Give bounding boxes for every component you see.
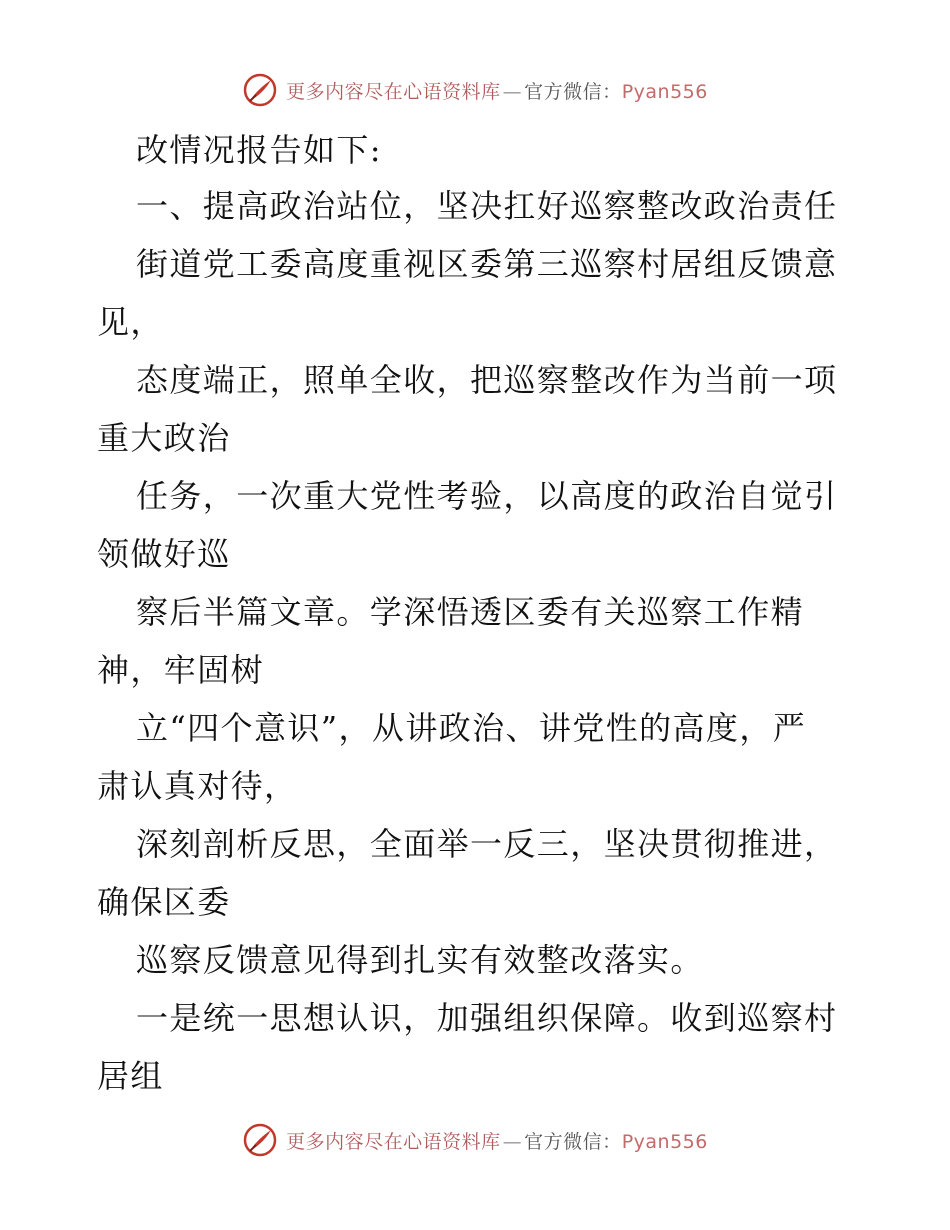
quill-pen-logo-icon — [242, 1122, 278, 1158]
body-line: 领做好巡 — [97, 535, 231, 573]
body-line: 改情况报告如下: — [136, 131, 382, 169]
body-line: 肃认真对待， — [97, 767, 298, 805]
header-separator: — — [502, 80, 523, 103]
section-heading: 一、提高政治站位，坚决扛好巡察整改政治责任 — [136, 187, 838, 225]
header-banner — [0, 68, 950, 112]
footer-promo — [286, 1127, 708, 1154]
body-line: 居组 — [97, 1057, 164, 1095]
quill-pen-logo-icon — [242, 72, 278, 108]
body-line: 察后半篇文章。学深悟透区委有关巡察工作精 — [136, 593, 805, 631]
body-line: 巡察反馈意见得到扎实有效整改落实。 — [136, 941, 704, 979]
body-line: 见， — [97, 303, 164, 341]
body-line: 立“四个意识”，从讲政治、讲党性的高度，严 — [136, 709, 807, 747]
footer-banner — [0, 1118, 950, 1162]
footer-promo-text: 更多内容尽在心语资料库 — [286, 1130, 501, 1153]
body-line: 态度端正，照单全收，把巡察整改作为当前一项 — [136, 361, 838, 399]
body-line: 任务，一次重大党性考验，以高度的政治自觉引 — [136, 477, 838, 515]
header-wechat-id: Pyan556 — [621, 80, 708, 103]
body-line: 一是统一思想认识，加强组织保障。收到巡察村 — [136, 999, 838, 1037]
header-promo — [286, 77, 708, 104]
footer-wechat-label: 官方微信： — [524, 1130, 622, 1153]
body-line: 深刻剖析反思，全面举一反三，坚决贯彻推进， — [136, 825, 838, 863]
body-line: 神，牢固树 — [97, 651, 265, 689]
header-promo-text: 更多内容尽在心语资料库 — [286, 80, 501, 103]
footer-wechat-id: Pyan556 — [621, 1130, 708, 1153]
body-line: 街道党工委高度重视区委第三巡察村居组反馈意 — [136, 245, 838, 283]
body-line: 确保区委 — [97, 883, 231, 921]
header-wechat-label: 官方微信： — [524, 80, 622, 103]
footer-separator: — — [502, 1130, 523, 1153]
body-line: 重大政治 — [97, 419, 231, 457]
